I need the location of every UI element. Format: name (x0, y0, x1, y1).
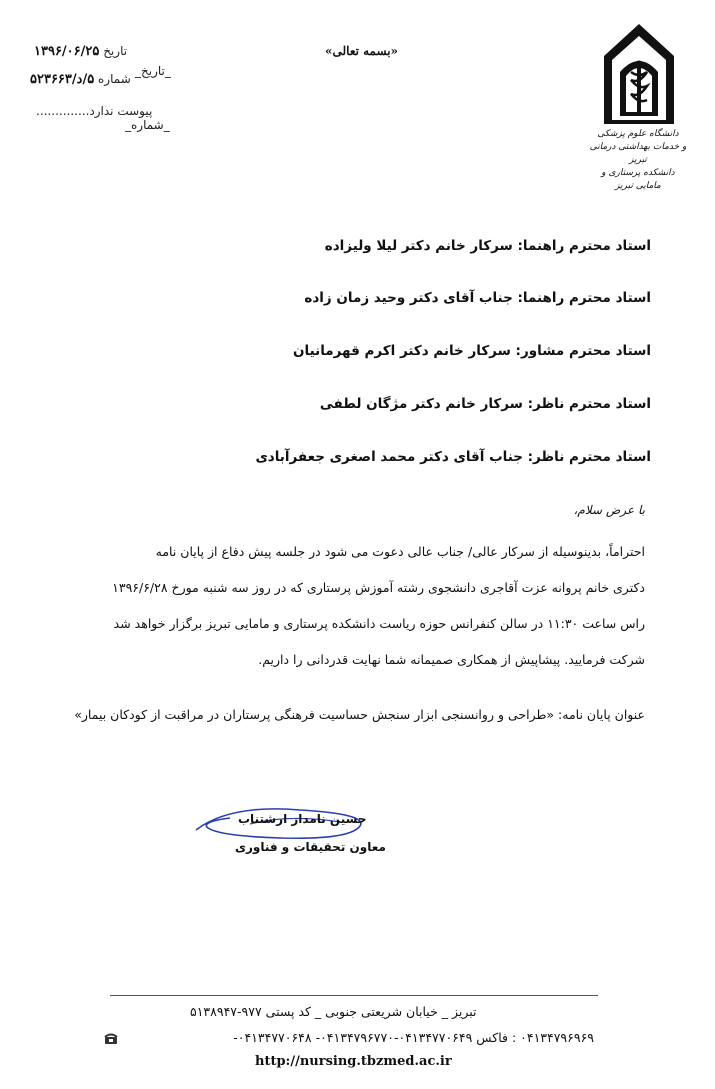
telephone-icon (104, 1033, 118, 1045)
paragraph-line-3: راس ساعت ۱۱:۳۰ در سالن کنفرانس حوزه ریاست دانشکده پرستاری و مامایی تبریز برگزار خواهد شد (113, 616, 645, 631)
attachment-value: ندارد.............. (36, 104, 114, 118)
paragraph-line-2: دکتری خانم پروانه عزت آقاجری دانشجوی رشته آموزش پرستاری که در روز سه شنبه مورخ ۱۳۹۶/۶/۲۸ (112, 580, 645, 595)
paragraph-line-1: احتراماً، بدینوسیله از سرکار عالی/ جناب عالی دعوت می شود در جلسه پیش دفاع از پایان نامه (155, 544, 645, 559)
attachment-label: پیوست (117, 104, 153, 118)
printed-date-label: _تاریخ_ (135, 64, 171, 78)
thesis-title: عنوان پایان نامه: «طراحی و روانسنجی ابزار سنجش حساسیت فرهنگی پرستاران در مراقبت از کودکان بیمار» (74, 707, 645, 722)
attachment-line (36, 104, 152, 118)
printed-number-label: _شماره_ (125, 118, 170, 132)
footer-phones-row (104, 1030, 594, 1050)
number-line (30, 72, 131, 87)
signatory-title: معاون تحقیقات و فناوری (235, 840, 386, 854)
recipient-2: استاد محترم راهنما: جناب آقای دکتر وحید زمان زاده (304, 290, 651, 306)
signatory-name: حسین نامدار ارشتناب (238, 812, 367, 826)
footer-divider (110, 995, 598, 996)
bismillah: «بسمه تعالی» (325, 44, 399, 58)
recipient-5: استاد محترم ناظر: جناب آقای دکتر محمد اصغری جعفرآبادی (255, 449, 651, 465)
number-value: ۵/د/۵۲۳۶۶۳ (30, 72, 95, 87)
footer-phones: ۰۴۱۳۴۷۹۶۹۶۹ : فاکس ۰۴۱۳۴۷۷۰۶۴۹-۰۴۱۳۴۷۹۶۷۷۰- ۰۴۱۳۴۷۷۰۶۴۸- (233, 1030, 594, 1045)
logo-text-line2: و خدمات بهداشتی درمانی تبریز (589, 142, 687, 165)
logo-text-line3: دانشکده پرستاری و مامایی تبریز (601, 168, 675, 191)
invitation-paragraph (67, 534, 645, 678)
logo-text-line1: دانشگاه علوم پزشکی (597, 129, 679, 139)
university-emblem-icon (598, 20, 680, 128)
footer-url[interactable]: http://nursing.tbzmed.ac.ir (255, 1054, 452, 1069)
logo-text (588, 128, 688, 193)
recipient-4: استاد محترم ناظر: سرکار خانم دکتر مژگان لطفی (319, 396, 651, 412)
recipient-1: استاد محترم راهنما: سرکار خانم دکتر لیلا ولیزاده (324, 238, 651, 254)
date-line (34, 44, 127, 59)
date-value: ۱۳۹۶/۰۶/۲۵ (34, 44, 100, 59)
recipient-3: استاد محترم مشاور: سرکار خانم دکتر اکرم قهرمانیان (293, 343, 651, 359)
university-logo (588, 20, 688, 191)
number-label: شماره (98, 72, 131, 86)
greeting: با عرض سلام، (573, 503, 645, 517)
footer-address: تبریز _ خیابان شریعتی جنوبی _ کد پستی ۹۷۷-۵۱۳۸۹۴۷ (190, 1004, 477, 1019)
paragraph-line-4: شرکت فرمایید. پیشاپیش از همکاری صمیمانه شما نهایت قدردانی را داریم. (258, 652, 645, 667)
date-label: تاریخ (103, 44, 128, 58)
